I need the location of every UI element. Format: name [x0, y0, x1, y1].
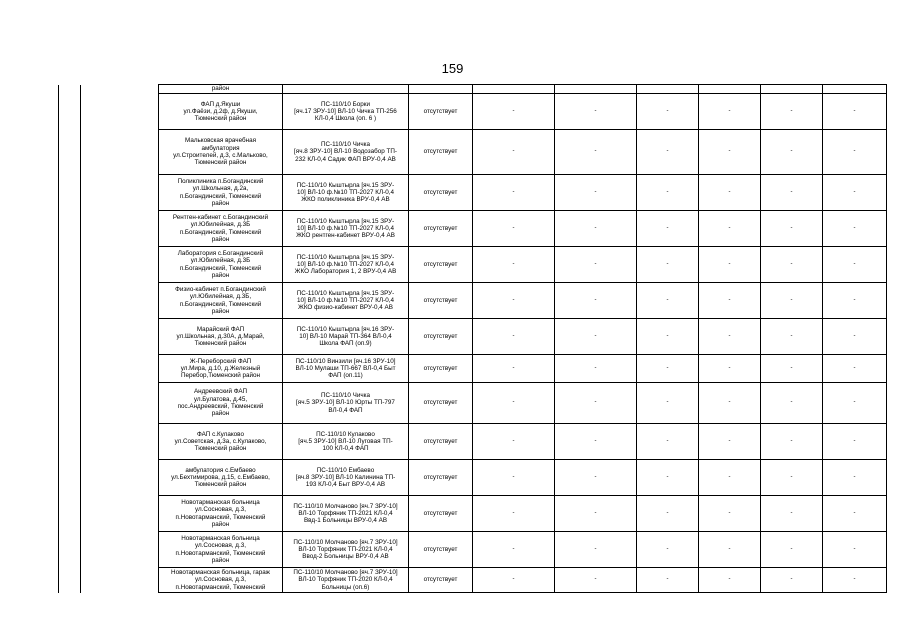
- table-row: [59, 247, 887, 283]
- dash-cell: -: [637, 130, 699, 175]
- dash-cell: -: [555, 424, 637, 460]
- status-cell: отсутствует: [409, 496, 473, 532]
- dash-cell: -: [823, 319, 887, 355]
- row-number-cell: [81, 319, 159, 355]
- table-row: [59, 283, 887, 319]
- dash-cell: -: [823, 130, 887, 175]
- empty-cell: [823, 85, 887, 94]
- scheme-cell: ПС-110/10 Кулаково [яч.5 ЗРУ-10] ВЛ-10 Луговая ТП- 100 КЛ-0,4 ФАП: [283, 424, 409, 460]
- scheme-cell: ПС-110/10 Борки [яч.17 ЗРУ-10] ВЛ-10 Чичка ТП-256 КЛ-0,4 Школа (оп. 6 ): [283, 94, 409, 130]
- row-index-cell: [59, 424, 81, 460]
- dash-cell: -: [473, 130, 555, 175]
- row-index-cell: [59, 247, 81, 283]
- dash-cell: -: [637, 496, 699, 532]
- dash-cell: -: [761, 247, 823, 283]
- row-number-cell: [81, 424, 159, 460]
- dash-cell: -: [637, 175, 699, 211]
- dash-cell: -: [699, 496, 761, 532]
- status-cell: отсутствует: [409, 319, 473, 355]
- row-index-cell: [59, 94, 81, 130]
- dash-cell: -: [823, 383, 887, 424]
- dash-cell: -: [637, 283, 699, 319]
- dash-cell: -: [823, 247, 887, 283]
- table-row: [59, 211, 887, 247]
- status-cell: отсутствует: [409, 355, 473, 383]
- dash-cell: -: [699, 283, 761, 319]
- status-cell: отсутствует: [409, 247, 473, 283]
- object-cell: Новотарманская больница, гараж ул.Сосновая, д.3, п.Новотарманский, Тюменский: [159, 568, 283, 593]
- dash-cell: -: [761, 211, 823, 247]
- row-number-cell: [81, 532, 159, 568]
- dash-cell: -: [555, 496, 637, 532]
- dash-cell: -: [473, 94, 555, 130]
- dash-cell: -: [555, 211, 637, 247]
- dash-cell: -: [699, 568, 761, 593]
- row-index-cell: [59, 532, 81, 568]
- empty-cell: [637, 85, 699, 94]
- row-number-cell: [81, 383, 159, 424]
- object-cell: ФАП с.Кулаково ул.Советская, д.3а, с.Кулаково, Тюменский район: [159, 424, 283, 460]
- dash-cell: -: [555, 568, 637, 593]
- object-cell: Физио-кабинет п.Богандинский ул.Юбилейная, д.3Б, п.Богандинский, Тюменский район: [159, 283, 283, 319]
- dash-cell: -: [823, 94, 887, 130]
- data-table-container: [58, 84, 886, 598]
- dash-cell: -: [473, 532, 555, 568]
- scheme-cell: ПС-110/10 Чичка [яч.8 ЗРУ-10] ВЛ-10 Водозабор ТП- 232 КЛ-0,4 Садик ФАП ВРУ-0,4 АВ: [283, 130, 409, 175]
- dash-cell: -: [555, 130, 637, 175]
- dash-cell: -: [473, 283, 555, 319]
- dash-cell: -: [699, 130, 761, 175]
- dash-cell: -: [555, 283, 637, 319]
- status-cell: отсутствует: [409, 383, 473, 424]
- table-row: [59, 568, 887, 593]
- row-index-cell: [59, 460, 81, 496]
- row-index-cell: [59, 319, 81, 355]
- dash-cell: -: [555, 383, 637, 424]
- dash-cell: -: [637, 532, 699, 568]
- dash-cell: -: [555, 532, 637, 568]
- table-row: [59, 319, 887, 355]
- row-index-cell: [59, 355, 81, 383]
- dash-cell: -: [473, 424, 555, 460]
- dash-cell: -: [699, 460, 761, 496]
- row-index-cell: [59, 211, 81, 247]
- dash-cell: -: [699, 247, 761, 283]
- row-index-cell: [59, 85, 81, 94]
- scheme-cell: ПС-110/10 Винзили [яч.16 ЗРУ-10] ВЛ-10 Мулаши ТП-667 ВЛ-0,4 Быт ФАП (оп.11): [283, 355, 409, 383]
- dash-cell: -: [473, 496, 555, 532]
- dash-cell: -: [473, 175, 555, 211]
- dash-cell: -: [473, 211, 555, 247]
- row-number-cell: [81, 211, 159, 247]
- dash-cell: -: [823, 568, 887, 593]
- object-cell: Рентген-кабинет с.Богандинский ул.Юбилейная, д.3Б п.Богандинский, Тюменский район: [159, 211, 283, 247]
- row-number-cell: [81, 175, 159, 211]
- status-cell: отсутствует: [409, 568, 473, 593]
- status-cell: отсутствует: [409, 175, 473, 211]
- scheme-cell: ПС-110/10 Кыштырла [яч.15 ЗРУ- 10] ВЛ-10 ф.№10 ТП-2027 КЛ-0,4 ЖКО поликлиника ВРУ-0,4 АВ: [283, 175, 409, 211]
- object-cell: Поликлиника п.Богандинский ул.Школьная, д.2а, п.Богандинский, Тюменский район: [159, 175, 283, 211]
- row-number-cell: [81, 568, 159, 593]
- dash-cell: -: [699, 175, 761, 211]
- scheme-cell: ПС-110/10 Молчаново [яч.7 ЗРУ-10] ВЛ-10 Торфяник ТП-2020 КЛ-0,4 Больницы (оп.6): [283, 568, 409, 593]
- scheme-cell: ПС-110/10 Кыштырла [яч.15 ЗРУ- 10] ВЛ-10 ф.№10 ТП-2027 КЛ-0,4 ЖКО рентген-кабинет ВРУ-0,4 АВ: [283, 211, 409, 247]
- row-number-cell: [81, 130, 159, 175]
- object-cell: Лаборатория с.Богандинский ул.Юбилейная, д.3Б п.Богандинский, Тюменский район: [159, 247, 283, 283]
- row-number-cell: [81, 355, 159, 383]
- row-number-cell: [81, 283, 159, 319]
- scheme-cell: ПС-110/10 Чичка [яч.5 ЗРУ-10] ВЛ-10 Юрты ТП-797 ВЛ-0,4 ФАП: [283, 383, 409, 424]
- table-row: [59, 355, 887, 383]
- dash-cell: -: [761, 532, 823, 568]
- scheme-cell: ПС-110/10 Кыштырла [яч.16 ЗРУ- 10] ВЛ-10 Марай ТП-364 ВЛ-0,4 Школа ФАП (оп.9): [283, 319, 409, 355]
- dash-cell: -: [823, 355, 887, 383]
- dash-cell: -: [555, 355, 637, 383]
- dash-cell: -: [761, 424, 823, 460]
- dash-cell: -: [637, 211, 699, 247]
- dash-cell: -: [555, 175, 637, 211]
- empty-cell: [555, 85, 637, 94]
- dash-cell: -: [555, 94, 637, 130]
- scheme-cell: ПС-110/10 Молчаново [яч.7 ЗРУ-10] ВЛ-10 Торфяник ТП-2021 КЛ-0,4 Ввд-1 Больницы ВРУ-0,4 АВ: [283, 496, 409, 532]
- object-cell: Мальковская врачебная амбулатория ул.Строителей, д.3, с.Мальково, Тюменский район: [159, 130, 283, 175]
- row-index-cell: [59, 175, 81, 211]
- dash-cell: -: [823, 460, 887, 496]
- dash-cell: -: [823, 283, 887, 319]
- dash-cell: -: [761, 496, 823, 532]
- dash-cell: -: [473, 383, 555, 424]
- object-cell: Новотарманская больница ул.Сосновая, д.3, п.Новотарманский, Тюменский район: [159, 496, 283, 532]
- row-index-cell: [59, 568, 81, 593]
- status-cell: отсутствует: [409, 94, 473, 130]
- row-index-cell: [59, 283, 81, 319]
- dash-cell: -: [823, 211, 887, 247]
- dash-cell: -: [761, 355, 823, 383]
- dash-cell: -: [473, 247, 555, 283]
- row-number-cell: [81, 496, 159, 532]
- data-table: [58, 84, 887, 593]
- dash-cell: -: [699, 532, 761, 568]
- dash-cell: -: [637, 94, 699, 130]
- row-number-cell: [81, 460, 159, 496]
- status-cell: отсутствует: [409, 130, 473, 175]
- dash-cell: -: [637, 383, 699, 424]
- row-index-cell: [59, 496, 81, 532]
- object-cell: район: [159, 85, 283, 94]
- dash-cell: -: [761, 460, 823, 496]
- table-row: [59, 85, 887, 94]
- empty-cell: [283, 85, 409, 94]
- scheme-cell: ПС-110/10 Кыштырла [яч.15 ЗРУ- 10] ВЛ-10 ф.№10 ТП-2027 КЛ-0,4 ЖКО Лаборатория 1, 2 ВРУ-0,4 АВ: [283, 247, 409, 283]
- dash-cell: -: [761, 568, 823, 593]
- dash-cell: -: [699, 94, 761, 130]
- dash-cell: -: [637, 568, 699, 593]
- dash-cell: -: [555, 247, 637, 283]
- dash-cell: -: [637, 355, 699, 383]
- object-cell: Марайский ФАП ул.Школьная, д.30А, д.Марай, Тюменский район: [159, 319, 283, 355]
- table-row: [59, 460, 887, 496]
- dash-cell: -: [761, 283, 823, 319]
- table-row: [59, 532, 887, 568]
- table-row: [59, 424, 887, 460]
- status-cell: отсутствует: [409, 211, 473, 247]
- page-number: 159: [441, 61, 464, 76]
- dash-cell: -: [699, 383, 761, 424]
- dash-cell: -: [555, 319, 637, 355]
- empty-cell: [699, 85, 761, 94]
- dash-cell: -: [699, 424, 761, 460]
- object-cell: Андреевский ФАП ул.Булатова, д.45, пос.Андреевский, Тюменский район: [159, 383, 283, 424]
- dash-cell: -: [473, 355, 555, 383]
- dash-cell: -: [761, 130, 823, 175]
- dash-cell: -: [823, 175, 887, 211]
- table-row: [59, 175, 887, 211]
- dash-cell: -: [823, 532, 887, 568]
- empty-cell: [761, 85, 823, 94]
- table-row: [59, 94, 887, 130]
- dash-cell: -: [637, 319, 699, 355]
- dash-cell: -: [761, 319, 823, 355]
- row-number-cell: [81, 247, 159, 283]
- dash-cell: -: [761, 175, 823, 211]
- scheme-cell: ПС-110/10 Кыштырла [яч.15 ЗРУ- 10] ВЛ-10 ф.№10 ТП-2027 КЛ-0,4 ЖКО физио-кабинет ВРУ-0,4 АВ: [283, 283, 409, 319]
- dash-cell: -: [473, 568, 555, 593]
- status-cell: отсутствует: [409, 283, 473, 319]
- dash-cell: -: [637, 424, 699, 460]
- scheme-cell: ПС-110/10 Молчаново [яч.7 ЗРУ-10] ВЛ-10 Торфяник ТП-2021 КЛ-0,4 Ввод-2 Больницы ВРУ-0,4 АВ: [283, 532, 409, 568]
- dash-cell: -: [823, 496, 887, 532]
- status-cell: отсутствует: [409, 532, 473, 568]
- dash-cell: -: [761, 383, 823, 424]
- scheme-cell: ПС-110/10 Ембаево [яч.8 ЗРУ-10] ВЛ-10 Калинина ТП- 193 КЛ-0,4 Быт ВРУ-0,4 АВ: [283, 460, 409, 496]
- dash-cell: -: [761, 94, 823, 130]
- row-number-cell: [81, 85, 159, 94]
- dash-cell: -: [699, 319, 761, 355]
- status-cell: отсутствует: [409, 424, 473, 460]
- dash-cell: -: [637, 460, 699, 496]
- object-cell: амбулатория с.Ембаево ул.Бехтимирова, д.15, с.Ембаево, Тюменский район: [159, 460, 283, 496]
- status-cell: отсутствует: [409, 460, 473, 496]
- empty-cell: [409, 85, 473, 94]
- object-cell: Новотарманская больница ул.Сосновая, д.3, п.Новотарманский, Тюменский район: [159, 532, 283, 568]
- table-row: [59, 383, 887, 424]
- row-index-cell: [59, 383, 81, 424]
- row-number-cell: [81, 94, 159, 130]
- dash-cell: -: [473, 319, 555, 355]
- row-index-cell: [59, 130, 81, 175]
- object-cell: ФАП д.Якуши ул.Фаёзи, д.2ф, д.Якуши, Тюменский район: [159, 94, 283, 130]
- object-cell: Ж-Переборский ФАП ул.Мира, д.10, д.Железный Перебор,Тюменский район: [159, 355, 283, 383]
- table-row: [59, 130, 887, 175]
- empty-cell: [473, 85, 555, 94]
- dash-cell: -: [637, 247, 699, 283]
- table-row: [59, 496, 887, 532]
- dash-cell: -: [555, 460, 637, 496]
- dash-cell: -: [823, 424, 887, 460]
- dash-cell: -: [699, 211, 761, 247]
- dash-cell: -: [699, 355, 761, 383]
- dash-cell: -: [473, 460, 555, 496]
